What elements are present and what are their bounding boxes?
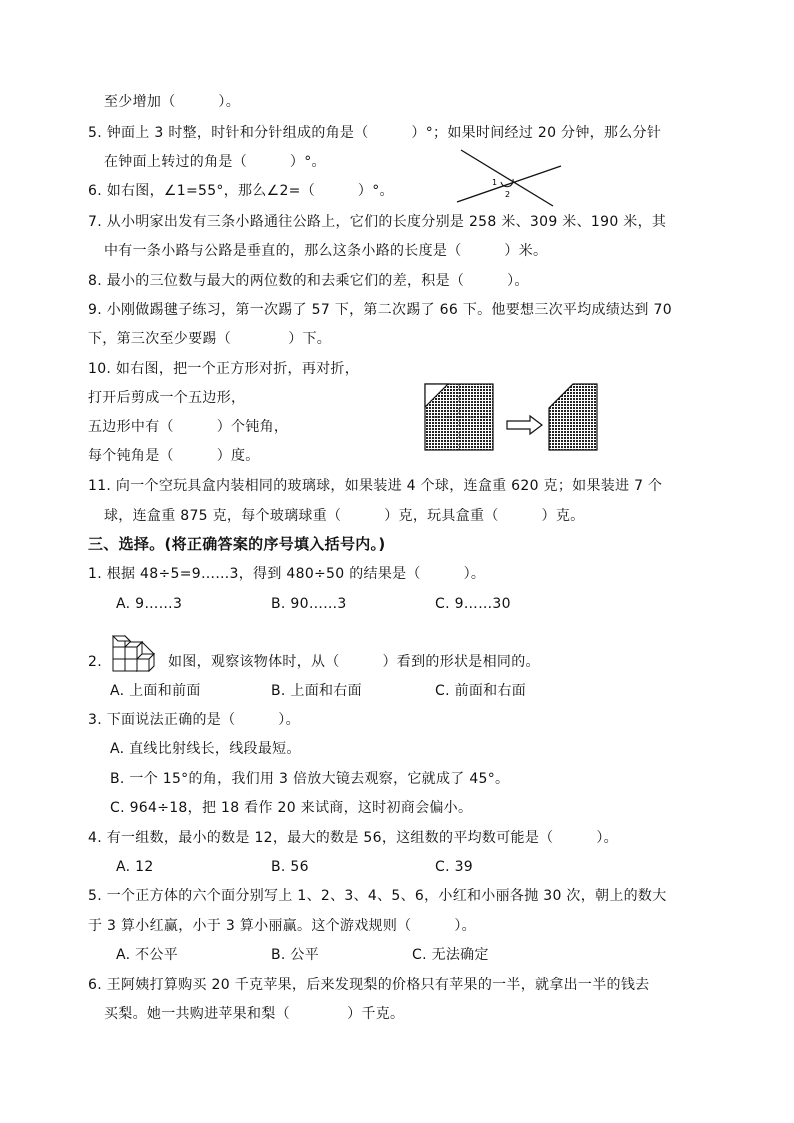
s3-q5-line1: 5. 一个正方体的六个面分别写上 1、2、3、4、5、6，小红和小丽各抛 30 次，朝上的数大 xyxy=(88,888,667,904)
q11-line2: 球，连盒重 875 克，每个玻璃球重（ ）克，玩具盒重（ ）克。 xyxy=(104,508,585,524)
s3-q1-text: 1. 根据 48÷5=9……3，得到 480÷50 的结果是（ ）。 xyxy=(88,566,486,582)
q7-line1: 7. 从小明家出发有三条小路通往公路上，它们的长度分别是 258 米、309 米、190 米，其 xyxy=(88,214,667,230)
cube-stack-figure xyxy=(108,634,158,678)
intersecting-lines-figure xyxy=(455,146,565,208)
s3-q2-option-c: C. 前面和右面 xyxy=(435,683,527,699)
q10-line1: 10. 如右图，把一个正方形对折，再对折， xyxy=(88,361,360,377)
q10-line3: 五边形中有（ ）个钝角， xyxy=(88,419,289,435)
s3-q6-line2: 买梨。她一共购进苹果和梨（ ）千克。 xyxy=(104,1006,405,1022)
q6-text: 6. 如右图，∠1=55°，那么∠2=（ ）°。 xyxy=(88,183,394,199)
s3-q2-text: 如图，观察该物体时，从（ ）看到的形状是相同的。 xyxy=(168,654,540,670)
s3-q5-option-c: C. 无法确定 xyxy=(412,947,489,963)
s3-q1-option-a: A. 9……3 xyxy=(116,596,183,612)
q9-line2: 下，第三次至少要踢（ ）下。 xyxy=(88,331,332,347)
s3-q5-line2: 于 3 算小红赢，小于 3 算小丽赢。这个游戏规则（ ）。 xyxy=(88,918,476,934)
s3-q2-option-b: B. 上面和右面 xyxy=(271,683,362,699)
q7-line2: 中有一条小路与公路是垂直的，那么这条小路的长度是（ ）米。 xyxy=(104,243,548,259)
s3-q3-text: 3. 下面说法正确的是（ ）。 xyxy=(88,712,300,728)
s3-q2-number: 2. xyxy=(88,654,102,670)
s3-q3-option-a: A. 直线比射线长，线段最短。 xyxy=(110,741,301,757)
q4-continuation: 至少增加（ ）。 xyxy=(104,94,240,110)
q10-line4: 每个钝角是（ ）度。 xyxy=(88,448,260,464)
angle-2-label: 2 xyxy=(505,190,511,199)
s3-q3-option-c: C. 964÷18，把 18 看作 20 来试商，这时初商会偏小。 xyxy=(110,800,473,816)
q5-line1: 5. 钟面上 3 时整，时针和分针组成的角是（ ）°；如果时间经过 20 分钟，那么分针 xyxy=(88,125,662,141)
s3-q4-option-a: A. 12 xyxy=(116,859,154,875)
s3-q4-option-c: C. 39 xyxy=(435,859,473,875)
s3-q1-option-b: B. 90……3 xyxy=(271,596,347,612)
q5-line2: 在钟面上转过的角是（ ）°。 xyxy=(104,154,326,170)
s3-q5-option-b: B. 公平 xyxy=(271,947,320,963)
s3-q5-option-a: A. 不公平 xyxy=(116,947,179,963)
s3-q4-option-b: B. 56 xyxy=(271,859,309,875)
q10-line2: 打开后剪成一个五边形， xyxy=(88,390,246,406)
q9-line1: 9. 小刚做踢毽子练习，第一次踢了 57 下，第二次踢了 66 下。他要想三次平均成绩达到 70 xyxy=(88,302,672,318)
angle-1-label: 1 xyxy=(492,178,498,187)
s3-q6-line1: 6. 王阿姨打算购买 20 千克苹果，后来发现梨的价格只有苹果的一半，就拿出一半的钱去 xyxy=(88,977,650,993)
s3-q3-option-b: B. 一个 15°的角，我们用 3 倍放大镜去观察，它就成了 45°。 xyxy=(110,771,510,787)
square-to-pentagon-figure xyxy=(420,380,600,452)
q11-line1: 11. 向一个空玩具盒内装相同的玻璃球，如果装进 4 个球，连盒重 620 克；如果装进 7 个 xyxy=(88,478,663,494)
s3-q2-option-a: A. 上面和前面 xyxy=(110,683,201,699)
section-3-title: 三、选择。(将正确答案的序号填入括号内。) xyxy=(88,535,386,553)
q8-text: 8. 最小的三位数与最大的两位数的和去乘它们的差，积是（ ）。 xyxy=(88,273,529,289)
s3-q4-text: 4. 有一组数，最小的数是 12，最大的数是 56，这组数的平均数可能是（ ）。 xyxy=(88,830,618,846)
right-arrow-icon xyxy=(507,416,542,434)
s3-q1-option-c: C. 9……30 xyxy=(435,596,511,612)
